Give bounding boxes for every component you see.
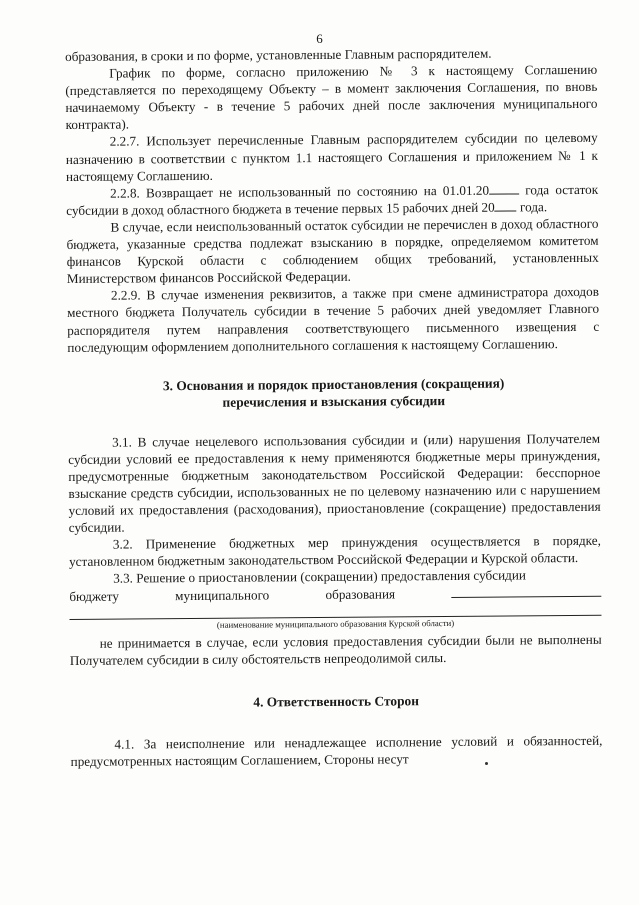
field-caption: (наименование муниципального образования Курской области) [216, 617, 455, 630]
document-body [65, 44, 603, 770]
paragraph: образования, в сроки и по форме, установленные Главным распорядителем. [65, 45, 492, 64]
text: года. [516, 199, 548, 215]
year-blank [489, 193, 519, 194]
heading-line: 3. Основания и порядок приостановления (сокращения) [162, 375, 505, 393]
page-number: 6 [316, 31, 323, 46]
section-4-heading: 4. Ответственность Сторон [253, 693, 419, 710]
year-blank [495, 210, 517, 211]
heading-line: перечисления и взыскания субсидии [222, 392, 446, 410]
paragraph-2-2-7: 2.2.7. Использует перечисленные Главным распорядителем субсидии по целевому назначению в соответствии с пунктом 1.1 настоящего Соглашения и приложением № 1 к настоящему Соглашению. [65, 130, 598, 184]
paragraph-2-2-9: 2.2.9. В случае изменения реквизитов, а также при смене администратора доходов местного бюджета Получатель субсидии в течение 5 рабочих дней уведомляет Главного распорядителя путем направления соответствующего письменного извещения с последующим оформлением дополнительного соглашения к настоящему Соглашению. [67, 284, 600, 355]
paragraph-3-3-line2 [69, 583, 601, 604]
paragraph-2-2-8 [66, 181, 598, 219]
text: бюджету муниципального образования [69, 585, 396, 604]
paragraph-3-2: 3.2. Применение бюджетных мер принуждения осуществляется в порядке, установленном бюджетным законодательством Российской Федерации и Курской области. [68, 533, 601, 570]
scan-speck [485, 762, 488, 765]
paragraph: График по форме, согласно приложению № 3 к настоящему Соглашению (представляется по переходящему Объекту – в момент заключения Соглашения, по вновь начинаемому Объекту - в течение 5 рабочих дней после заключения муниципального контракта). [65, 61, 598, 133]
section-3-heading [68, 373, 600, 411]
paragraph-3-3: 3.3. Решение о приостановлении (сокращении) предоставления субсидии [113, 567, 527, 587]
paragraph-3-3-continued: не принимается в случае, если условия предоставления субсидии были не выполнены Получателем субсидии в силу обстоятельств непреодолимой силы. [69, 631, 602, 668]
text: года остаток субсидии в доход областного бюджета в течение первых 15 рабочих дней 20 [66, 181, 599, 218]
text: 2.2.8. Возвращает не использованный по состоянию на 01.01.20 [110, 182, 490, 201]
paragraph-4-1: 4.1. За неисполнение или ненадлежащее исполнение условий и обязанностей, предусмотренных настоящим Соглашением, Стороны несут [70, 732, 603, 769]
paragraph: В случае, если неиспользованный остаток субсидии не перечислен в доход областного бюджета, указанные средства подлежат взысканию в порядке, определяемом комитетом финансов Курской области с соблюдением общих требований, установленных Министерством финансов Российской Федерации. [66, 215, 599, 287]
paragraph-3-1: 3.1. В случае нецелевого использования субсидии и (или) нарушения Получателем субсидии условий ее предоставления к нему применяются бюджетные меры принуждения, предусмотренные бюджетным законодательством Российской Федерации: бесспорное взыскание средств субсидии, использованных не по целевому назначению или с нарушением условий их предоставления (расходования), приостановление (сокращение) предоставления субсидии. [68, 430, 601, 536]
municipality-blank [451, 595, 601, 597]
